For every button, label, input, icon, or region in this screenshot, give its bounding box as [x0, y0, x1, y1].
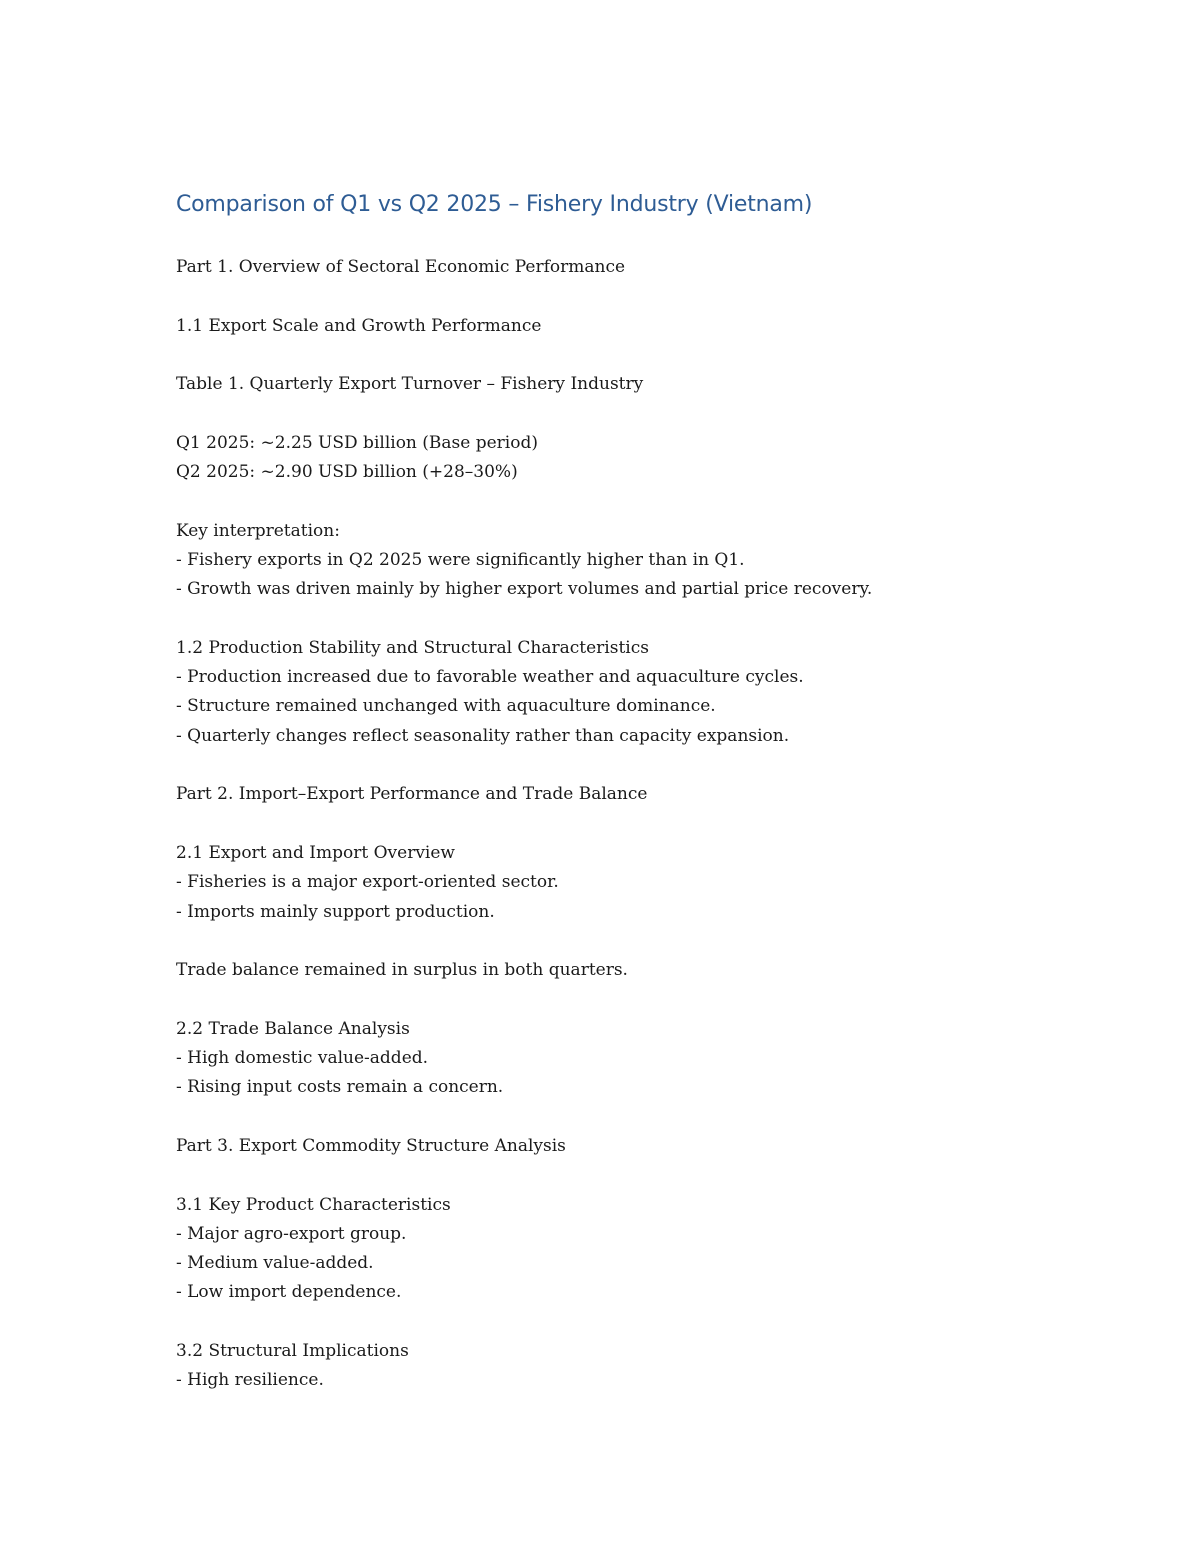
paragraph-spacer	[176, 1308, 1136, 1337]
paragraph	[176, 839, 1136, 927]
bullet-line: - Quarterly changes reflect seasonality rather than capacity expansion.	[176, 725, 790, 746]
bullet-line: - Production increased due to favorable weather and aquaculture cycles.	[176, 667, 804, 688]
text-line: Q2 2025: ~2.90 USD billion (+28–30%)	[176, 462, 518, 483]
paragraph	[176, 1132, 1136, 1161]
paragraph	[176, 1191, 1136, 1308]
text-line: 2.2 Trade Balance Analysis	[176, 1018, 410, 1039]
bullet-line: - Growth was driven mainly by higher export volumes and partial price recovery.	[176, 579, 873, 600]
paragraph	[176, 312, 1136, 341]
text-line: 3.2 Structural Implications	[176, 1340, 409, 1361]
paragraph-spacer	[176, 1161, 1136, 1190]
paragraph-spacer	[176, 399, 1136, 428]
bullet-line: - Fisheries is a major export-oriented sector.	[176, 872, 559, 893]
paragraph-spacer	[176, 927, 1136, 956]
bullet-line: - Rising input costs remain a concern.	[176, 1077, 504, 1098]
paragraph	[176, 253, 1136, 282]
text-line: Key interpretation:	[176, 520, 340, 541]
document-body	[176, 253, 1136, 1396]
bullet-line: - Medium value-added.	[176, 1253, 374, 1274]
paragraph	[176, 370, 1136, 399]
text-line: Q1 2025: ~2.25 USD billion (Base period)	[176, 432, 538, 453]
document-title: Comparison of Q1 vs Q2 2025 – Fishery Industry (Vietnam)	[176, 192, 813, 217]
text-line: Trade balance remained in surplus in both quarters.	[176, 960, 628, 981]
document-page	[176, 190, 1136, 1396]
text-line: Part 3. Export Commodity Structure Analysis	[176, 1135, 566, 1156]
paragraph-spacer	[176, 341, 1136, 370]
paragraph-spacer	[176, 985, 1136, 1014]
text-line: 2.1 Export and Import Overview	[176, 842, 455, 863]
paragraph	[176, 780, 1136, 809]
paragraph-spacer	[176, 751, 1136, 780]
paragraph	[176, 1015, 1136, 1103]
bullet-line: - Major agro-export group.	[176, 1223, 407, 1244]
paragraph-spacer	[176, 1103, 1136, 1132]
text-line: Table 1. Quarterly Export Turnover – Fishery Industry	[176, 374, 644, 395]
text-line: 1.1 Export Scale and Growth Performance	[176, 315, 542, 336]
text-line: Part 2. Import–Export Performance and Trade Balance	[176, 784, 648, 805]
paragraph-spacer	[176, 282, 1136, 311]
bullet-line: - Low import dependence.	[176, 1282, 402, 1303]
bullet-line: - High domestic value-added.	[176, 1048, 429, 1069]
text-line: 1.2 Production Stability and Structural Characteristics	[176, 637, 649, 658]
bullet-line: - Imports mainly support production.	[176, 901, 495, 922]
paragraph-spacer	[176, 810, 1136, 839]
paragraph	[176, 1337, 1136, 1396]
paragraph-spacer	[176, 605, 1136, 634]
paragraph	[176, 517, 1136, 605]
text-line: 3.1 Key Product Characteristics	[176, 1194, 451, 1215]
bullet-line: - Fishery exports in Q2 2025 were significantly higher than in Q1.	[176, 549, 745, 570]
paragraph	[176, 956, 1136, 985]
paragraph	[176, 429, 1136, 488]
bullet-line: - High resilience.	[176, 1370, 324, 1391]
paragraph	[176, 634, 1136, 751]
text-line: Part 1. Overview of Sectoral Economic Performance	[176, 257, 626, 277]
paragraph-spacer	[176, 487, 1136, 516]
bullet-line: - Structure remained unchanged with aquaculture dominance.	[176, 696, 716, 717]
